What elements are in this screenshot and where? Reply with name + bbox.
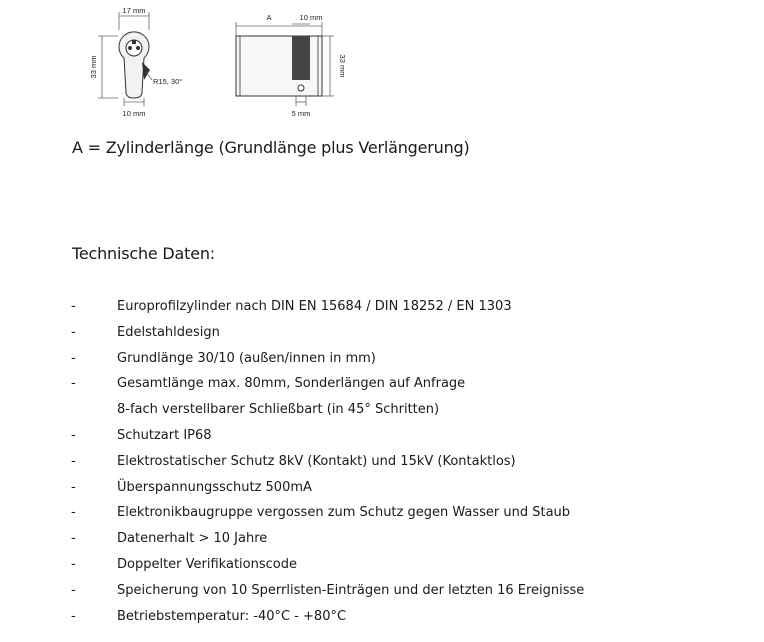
spec-item <box>0 530 764 556</box>
spec-bullet: - <box>71 608 76 624</box>
spec-bullet: - <box>71 299 76 314</box>
spec-bullet: - <box>71 479 76 495</box>
spec-bullet: - <box>71 556 76 572</box>
cam-block <box>292 36 310 80</box>
spec-item <box>0 427 764 453</box>
front-view <box>89 6 182 118</box>
spec-bullet: - <box>71 324 76 340</box>
front-width-label: 17 mm <box>122 6 146 15</box>
spec-item <box>0 324 764 350</box>
spec-text: Edelstahldesign <box>117 324 220 340</box>
spec-bullet: - <box>71 505 76 521</box>
spec-bullet: - <box>71 453 76 469</box>
spec-text: 8-fach verstellbarer Schließbart (in 45° Schritten) <box>117 402 440 418</box>
spec-text: Grundlänge 30/10 (außen/innen in mm) <box>117 350 376 366</box>
spec-item <box>0 401 764 427</box>
spec-item <box>0 350 764 376</box>
side-bottom-label: 5 mm <box>291 109 311 118</box>
spec-text: Gesamtlänge max. 80mm, Sonderlängen auf Anfrage <box>117 376 466 392</box>
spec-bullet: - <box>71 376 76 392</box>
spec-bullet: - <box>71 531 76 547</box>
spec-item <box>0 504 764 530</box>
spec-item <box>0 453 764 479</box>
spec-item <box>0 298 764 324</box>
front-bottom-label: 10 mm <box>122 109 146 118</box>
spec-bullet: - <box>71 427 76 443</box>
screw-hole <box>298 85 304 91</box>
spec-item <box>0 582 764 608</box>
technical-drawing <box>0 0 764 130</box>
spec-text: Datenerhalt > 10 Jahre <box>117 531 268 547</box>
spec-text: Betriebstemperatur: -40°C - +80°C <box>117 608 347 624</box>
spec-text: Doppelter Verifikationscode <box>117 556 297 572</box>
side-height-label: 33 mm <box>338 54 347 78</box>
side-view <box>236 13 347 118</box>
spec-text: Elektronikbaugruppe vergossen zum Schutz gegen Wasser und Staub <box>117 505 571 521</box>
dimension-caption: A = Zylinderlänge (Grundlänge plus Verlängerung) <box>72 138 470 157</box>
spec-item <box>0 375 764 401</box>
spec-text: Schutzart IP68 <box>117 427 212 443</box>
spec-item <box>0 556 764 582</box>
front-height-label: 33 mm <box>89 55 98 79</box>
radius-label: R15, 30° <box>153 77 183 86</box>
length-label: A <box>266 13 272 22</box>
spec-item <box>0 479 764 505</box>
spec-text: Speicherung von 10 Sperrlisten-Einträgen und der letzten 16 Ereignisse <box>117 582 585 598</box>
spec-list <box>0 298 764 633</box>
spec-bullet: - <box>71 582 76 598</box>
spec-item <box>0 608 764 634</box>
spec-bullet: - <box>71 350 76 366</box>
spec-text: Europrofilzylinder nach DIN EN 15684 / DIN 18252 / EN 1303 <box>117 299 512 314</box>
cam-width-label: 10 mm <box>299 13 323 22</box>
spec-text: Elektrostatischer Schutz 8kV (Kontakt) und 15kV (Kontaktlos) <box>117 453 516 469</box>
section-heading: Technische Daten: <box>72 244 215 263</box>
spec-text: Überspannungsschutz 500mA <box>117 479 312 495</box>
